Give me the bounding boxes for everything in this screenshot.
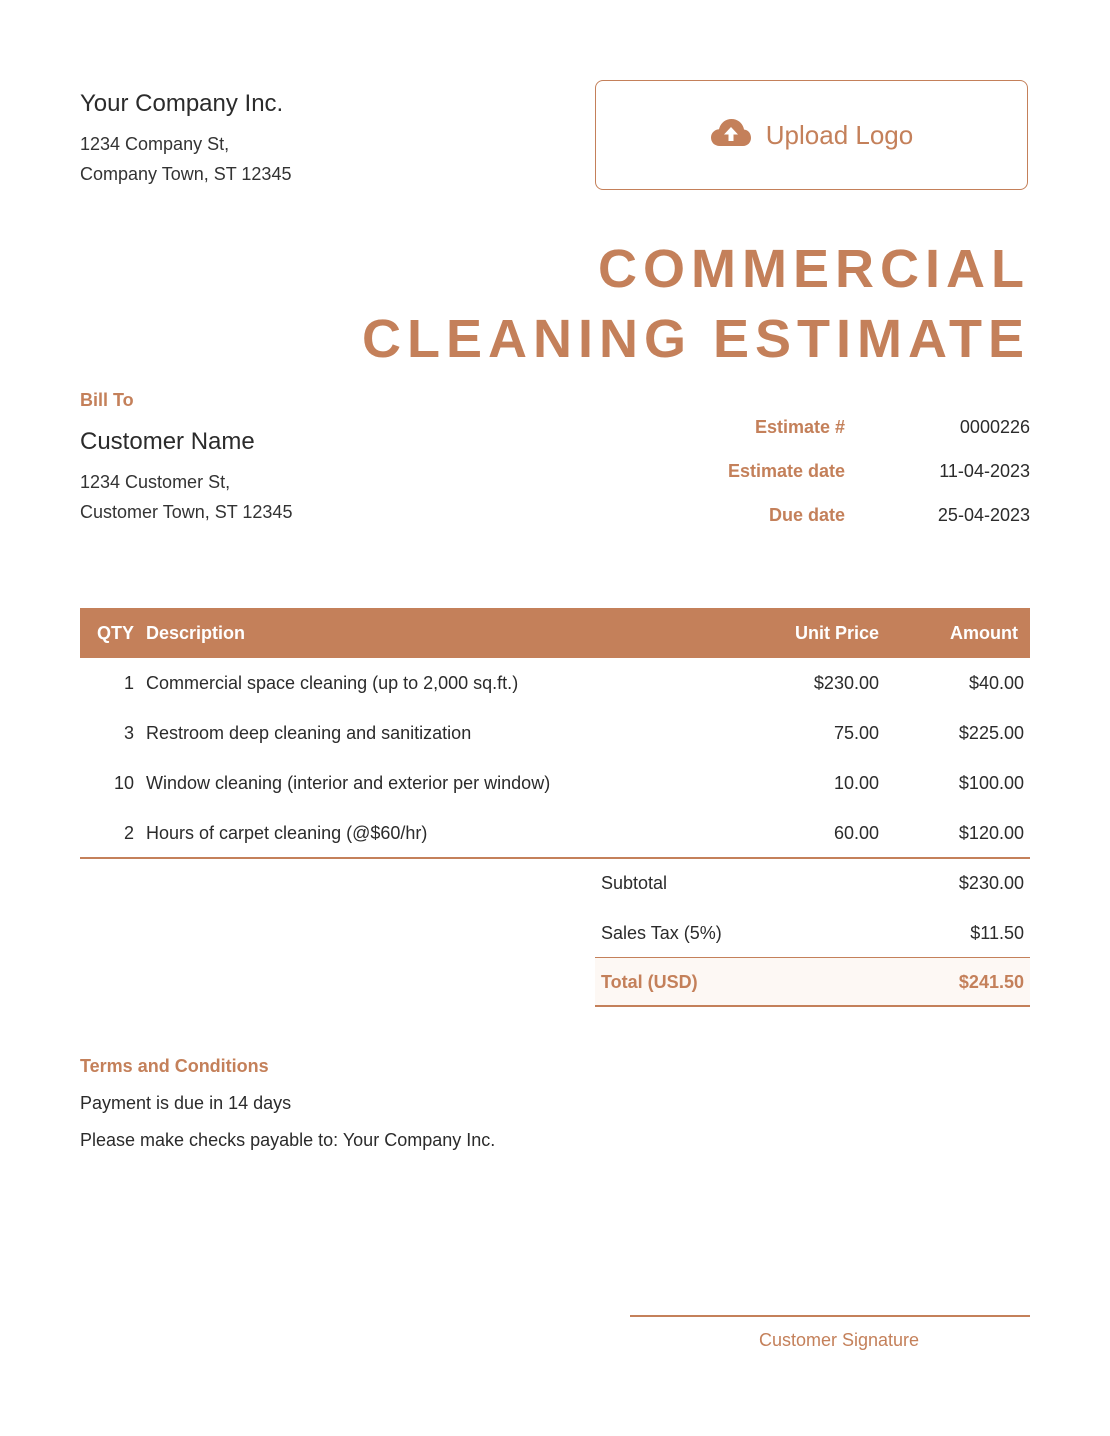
company-address-line2: Company Town, ST 12345	[80, 164, 292, 184]
items-table-header	[80, 608, 1030, 658]
customer-address-line2: Customer Town, ST 12345	[80, 502, 293, 522]
subtotal-row	[595, 858, 1030, 908]
company-address-line1: 1234 Company St,	[80, 134, 230, 154]
document-title-line2: CLEANING ESTIMATE	[362, 309, 1030, 369]
cloud-upload-icon	[710, 118, 752, 153]
row-unit-price: 60.00	[833, 823, 879, 843]
estimate-date-label: Estimate date	[727, 461, 845, 481]
total-row	[595, 958, 1030, 1006]
tax-value: $11.50	[970, 923, 1024, 943]
header-amount: Amount	[950, 623, 1018, 643]
row-amount: $225.00	[958, 723, 1024, 743]
estimate-date-value: 11-04-2023	[939, 461, 1030, 481]
table-row	[80, 808, 1030, 858]
customer-address-line1: 1234 Customer St,	[80, 472, 231, 492]
row-description: Commercial space cleaning (up to 2,000 sq.ft.)	[146, 673, 519, 693]
customer-name: Customer Name	[80, 428, 255, 455]
terms-title: Terms and Conditions	[80, 1056, 269, 1076]
row-description: Hours of carpet cleaning (@$60/hr)	[146, 823, 428, 843]
subtotal-label: Subtotal	[601, 873, 668, 893]
table-row	[80, 658, 1030, 708]
estimate-number-label: Estimate #	[754, 417, 845, 437]
row-amount: $120.00	[958, 823, 1024, 843]
table-row	[80, 758, 1030, 808]
upload-logo-button[interactable]	[595, 80, 1028, 190]
row-amount: $40.00	[968, 673, 1024, 693]
header-unit-price: Unit Price	[794, 623, 879, 643]
document-title-line1: COMMERCIAL	[598, 239, 1030, 299]
terms-line2: Please make checks payable to: Your Company Inc.	[80, 1130, 496, 1150]
table-row	[80, 708, 1030, 758]
terms-line1: Payment is due in 14 days	[80, 1093, 292, 1113]
company-name: Your Company Inc.	[80, 90, 284, 117]
signature-line	[630, 1315, 1030, 1317]
upload-logo-label: Upload Logo	[765, 119, 914, 150]
tax-row	[595, 908, 1030, 958]
row-amount: $100.00	[958, 773, 1024, 793]
row-unit-price: $230.00	[813, 673, 879, 693]
subtotal-value: $230.00	[958, 873, 1024, 893]
bill-to-label: Bill To	[80, 390, 134, 410]
row-qty: 2	[123, 823, 134, 843]
due-date-label: Due date	[768, 505, 845, 525]
row-unit-price: 10.00	[833, 773, 879, 793]
due-date-value: 25-04-2023	[937, 505, 1030, 525]
total-value: $241.50	[958, 972, 1024, 992]
signature-label: Customer Signature	[758, 1330, 920, 1350]
tax-label: Sales Tax (5%)	[601, 923, 722, 943]
header-description: Description	[146, 623, 246, 643]
row-unit-price: 75.00	[833, 723, 879, 743]
header-qty: QTY	[96, 623, 134, 643]
row-description: Window cleaning (interior and exterior per window)	[146, 773, 551, 793]
row-qty: 3	[123, 723, 134, 743]
row-qty: 10	[113, 773, 134, 793]
total-bottom-divider	[595, 1005, 1030, 1007]
estimate-number-value: 0000226	[959, 417, 1030, 437]
row-description: Restroom deep cleaning and sanitization	[146, 723, 472, 743]
total-label: Total (USD)	[601, 972, 698, 992]
row-qty: 1	[123, 673, 134, 693]
